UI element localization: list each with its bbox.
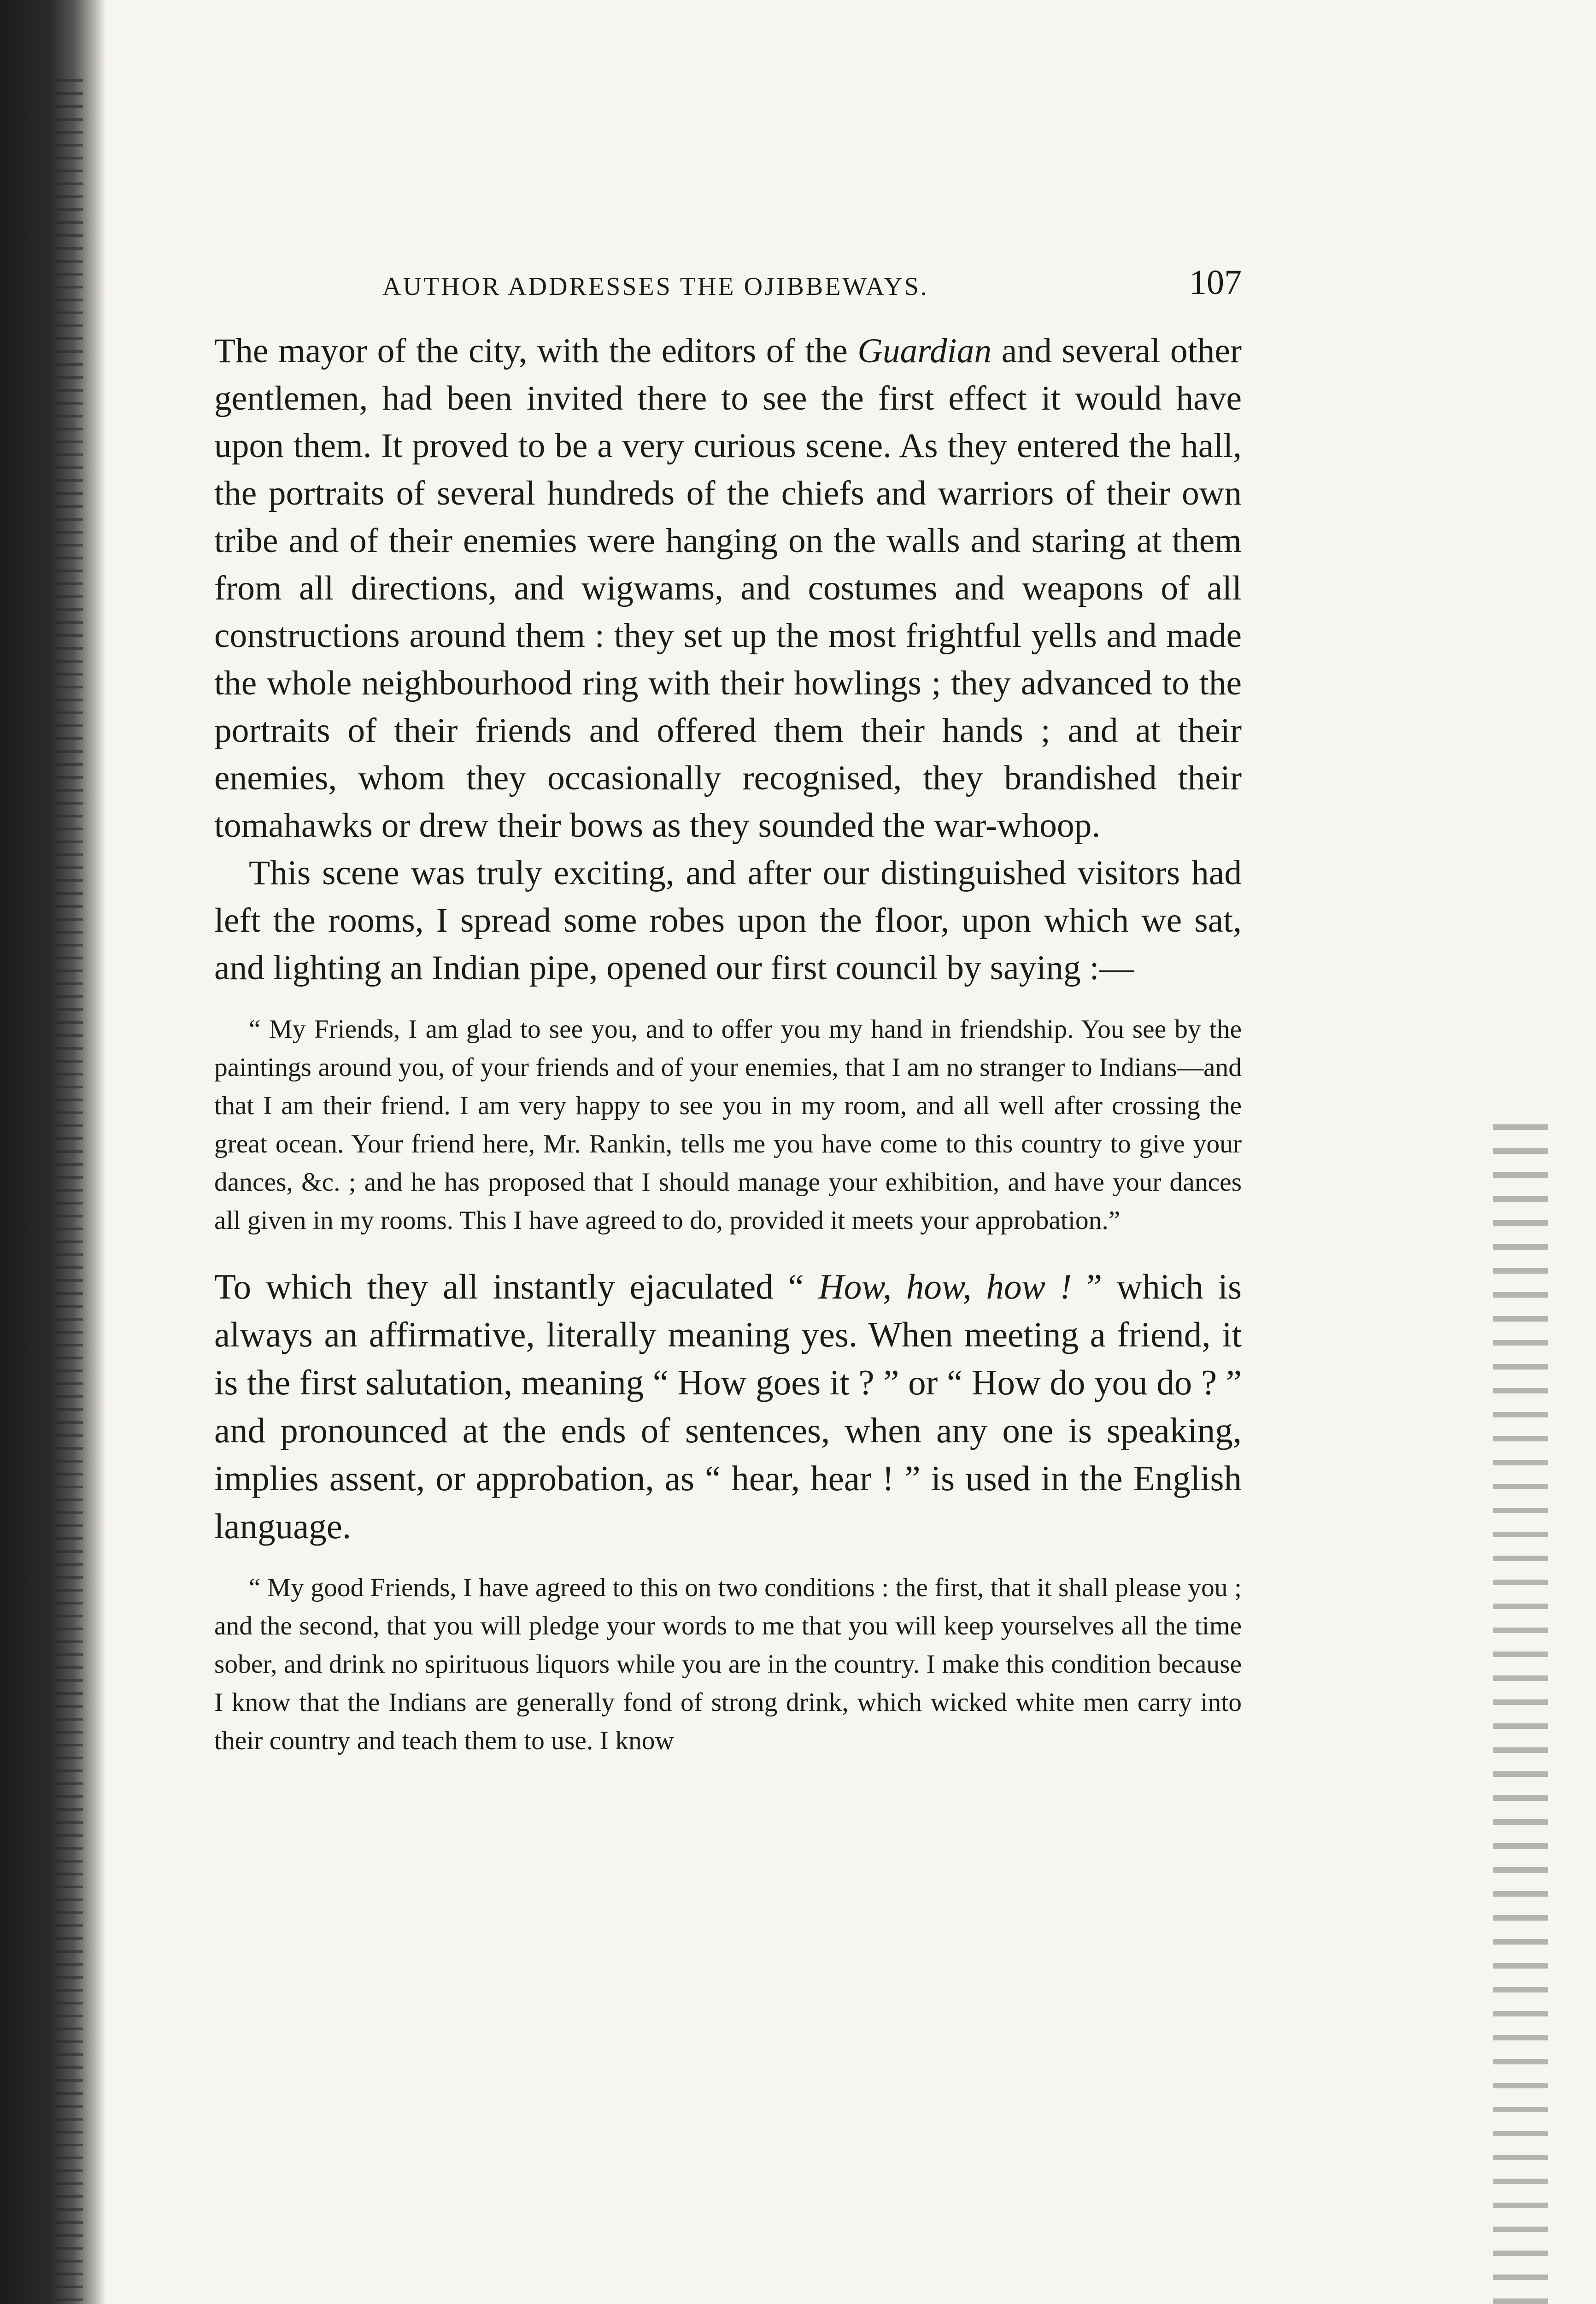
paragraph-1-italic: Guardian [857,332,992,370]
running-head [214,258,1242,313]
binding-shadow [0,0,106,2304]
paragraph-3-text-b: ” which is always an affirmative, literally meaning yes. When meeting a friend, it is the first salutation, meaning “ How goes it ? ” or “ How do you do ? ” and pronounced at the ends of sentences, when any one is speaking, implies assent, or approbation, as “ hear, hear ! ” is used in the English language. [214,1267,1242,1546]
paragraph-3-italic: How, how, how ! [818,1267,1072,1306]
paragraph-3 [214,1263,1242,1550]
paragraph-1-text-b: and several other gentlemen, had been invited there to see the first effect it would have upon them. It proved to be a very curious scene. As they entered the hall, the portraits of several hundreds of the chiefs and warriors of their own tribe and of their enemies were hanging on the walls and staring at them from all directions, and wigwams, and costumes and weapons of all constructions around them : they set up the most frightful yells and made the whole neighbourhood ring with their howlings ; they advanced to the portraits of their friends and offered them their hands ; and at their enemies, whom they occasionally recognised, they brandished their tomahawks or drew their bows as they sounded the war-whoop. [214,332,1242,845]
binding-texture [55,69,83,2304]
paragraph-3-text-a: To which they all instantly ejaculated “ [214,1267,819,1306]
paragraph-1-text-a: The mayor of the city, with the editors of the [214,332,858,370]
show-through-marks [1493,1106,1548,2304]
book-page [214,258,1242,1783]
running-title: AUTHOR ADDRESSES THE OJIBBEWAYS. [382,272,929,301]
paragraph-1 [214,327,1242,849]
quoted-speech-2: “ My good Friends, I have agreed to this on two conditions : the first, that it shall please you ; and the second, that you will pledge your words to me that you will keep yourselves all the time sober, and drink no spirituous liquors while you are in the country. I make this condition because I know that the Indians are generally fond of strong drink, which wicked white men carry into their country and teach them to use. I know [214,1573,1242,1755]
paragraph-2: This scene was truly exciting, and after our distinguished visitors had left the rooms, I spread some robes upon the floor, upon which we sat, and lighting an Indian pipe, opened our first council by saying :— [214,854,1242,987]
page-number: 107 [1189,263,1242,302]
quoted-speech-1: “ My Friends, I am glad to see you, and to offer you my hand in friendship. You see by the paintings around you, of your friends and of your enemies, that I am no stranger to Indians—and that I am their friend. I am very happy to see you in my room, and all well after crossing the great ocean. Your friend here, Mr. Rankin, tells me you have come to this country to give your dances, &c. ; and he has proposed that I should manage your exhibition, and have your dances all given in my rooms. This I have agreed to do, provided it meets your approbation.” [214,1015,1242,1235]
